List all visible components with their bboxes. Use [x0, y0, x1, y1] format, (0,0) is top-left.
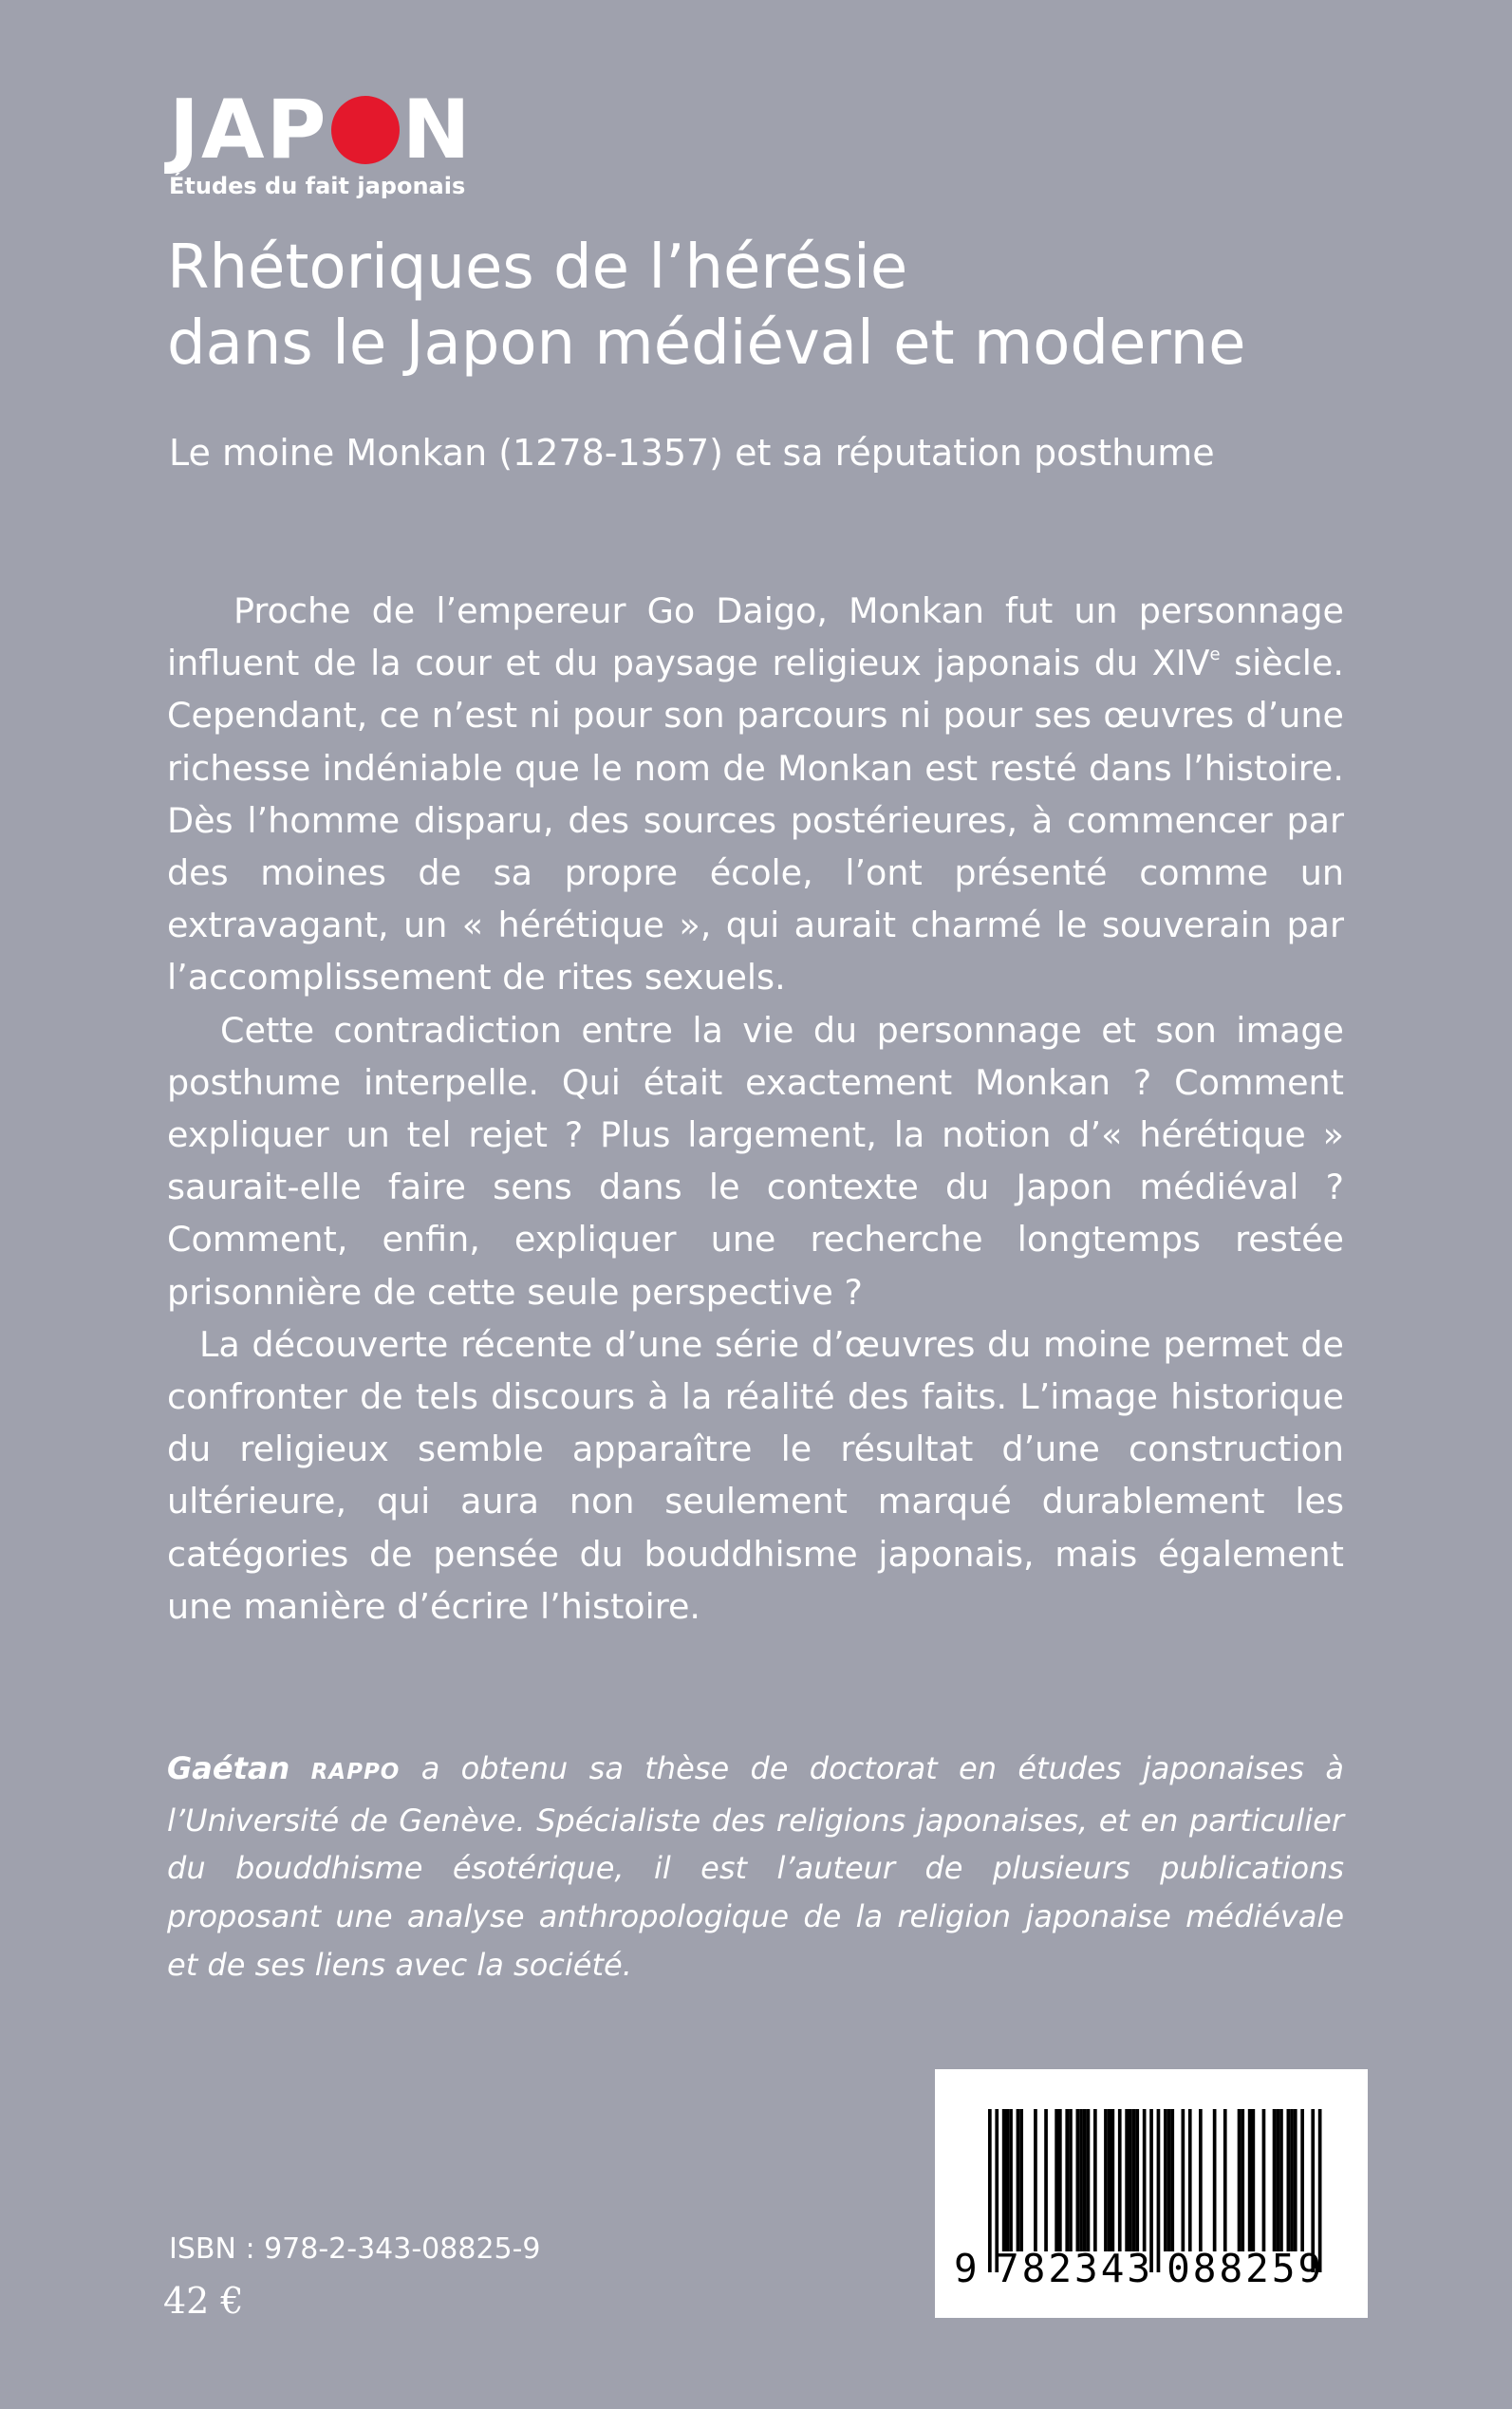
barcode-bar	[1199, 2109, 1203, 2251]
barcode-bar	[1055, 2109, 1058, 2251]
summary-text	[167, 585, 1344, 1633]
summary-paragraph-2: Cette contradiction entre la vie du personnage et son image posthume interpelle. Qui était exactement Monkan ? Comment expliquer un tel rejet ? Plus largement, la notion d’« hérétique » saurait-elle faire sens dans le contexte du Japon médiéval ? Comment, enfin, expliquer une recherche longtemps restée prisonnière de cette seule perspective ?	[167, 1009, 1344, 1313]
barcode-bar	[1083, 2109, 1087, 2251]
barcode-bar	[1287, 2109, 1291, 2251]
author-bio-text: a obtenu sa thèse de doctorat en études japonaises à l’Université de Genève. Spécialiste des religions japonaises, et en particulier du bouddhisme ésotérique, il est l’auteur de plusieurs publications proposant une analyse anthropologique de la religion japonaise médiévale et de ses liens avec la société.	[167, 1750, 1345, 1983]
barcode-bar	[1125, 2109, 1129, 2251]
barcode-bar	[1002, 2109, 1006, 2251]
barcode-bar	[1290, 2109, 1294, 2251]
author-biography-paragraph	[167, 1745, 1344, 1989]
logo-wordmark	[169, 83, 473, 177]
author-last-name: RAPPO	[310, 1760, 401, 1784]
series-tagline: Études du fait japonais	[169, 173, 466, 199]
barcode-first-digit: 9	[954, 2246, 980, 2291]
barcode-bar	[1093, 2109, 1097, 2251]
book-title-line-2: dans le Japon médiéval et moderne	[167, 308, 1246, 379]
barcode-bar	[1223, 2109, 1227, 2251]
barcode-bar	[1273, 2109, 1277, 2251]
century-superscript: e	[1209, 644, 1221, 665]
barcode-bar	[1017, 2109, 1020, 2251]
barcode-bar	[1108, 2109, 1111, 2251]
barcode-bar	[1044, 2109, 1048, 2251]
logo-word-start: JAP	[169, 83, 328, 177]
summary-paragraph-1	[167, 585, 1344, 1004]
barcode-bar	[1076, 2109, 1080, 2251]
barcode-bar	[1167, 2109, 1171, 2251]
barcode-bar	[1262, 2109, 1266, 2251]
barcode-bar	[1300, 2109, 1304, 2251]
barcode-box	[935, 2069, 1368, 2318]
red-sun-dot-icon	[331, 96, 400, 164]
barcode-bar	[1132, 2109, 1136, 2251]
barcode-bar	[1188, 2109, 1192, 2251]
barcode-bar	[1034, 2109, 1037, 2251]
barcode-bar	[1006, 2109, 1010, 2251]
barcode-bar	[1111, 2109, 1115, 2251]
barcode-bar	[1143, 2109, 1147, 2251]
barcode-bar	[1065, 2109, 1069, 2251]
barcode-digits	[954, 2246, 1349, 2291]
barcode-bar	[1213, 2109, 1217, 2251]
price-label: 42 €	[163, 2280, 244, 2322]
author-first-name: Gaétan	[167, 1750, 290, 1786]
barcode-bar	[1248, 2109, 1252, 2251]
barcode-bar	[1164, 2109, 1167, 2251]
summary-paragraph-1-part-a: Proche de l’empereur Go Daigo, Monkan fut un personnage influent de la cour et du paysage religieux japonais du XIV	[167, 590, 1344, 684]
barcode-bar	[1069, 2109, 1073, 2251]
barcode-bar	[1279, 2109, 1283, 2251]
barcode-bar	[1019, 2109, 1023, 2251]
barcode-bar	[1087, 2109, 1091, 2251]
barcode-left-group: 782343	[996, 2246, 1154, 2291]
barcode-bar	[1170, 2109, 1174, 2251]
logo-word-end: N	[401, 83, 473, 177]
barcode-bar	[1118, 2109, 1122, 2251]
barcode-bar	[1241, 2109, 1244, 2251]
barcode-bar	[1182, 2109, 1185, 2251]
author-biography	[167, 1745, 1344, 1989]
barcode-bar	[1238, 2109, 1241, 2251]
barcode-bar	[1104, 2109, 1108, 2251]
barcode-right-group: 088259	[1167, 2246, 1325, 2291]
barcode-bar	[1294, 2109, 1297, 2251]
isbn-number: ISBN : 978-2-343-08825-9	[169, 2232, 541, 2266]
barcode-bar	[1135, 2109, 1139, 2251]
barcode-bar	[1079, 2109, 1083, 2251]
summary-paragraph-3: La découverte récente d’une série d’œuvres du moine permet de confronter de tels discours à la réalité des faits. L’image historique du religieux semble apparaître le résultat d’une construction ultérieure, qui aura non seulement marqué durablement les catégories de pensée du bouddhisme japonais, mais également une manière d’écrire l’histoire.	[167, 1323, 1344, 1627]
publisher-logo	[169, 83, 473, 199]
book-title-line-1: Rhétoriques de l’hérésie	[167, 233, 908, 303]
book-subtitle: Le moine Monkan (1278-1357) et sa réputation posthume	[169, 432, 1215, 474]
barcode-bar	[1058, 2109, 1062, 2251]
barcode-bar	[1276, 2109, 1279, 2251]
barcode-bar	[1129, 2109, 1132, 2251]
barcode-bar	[1252, 2109, 1256, 2251]
summary-paragraph-1-part-b: siècle. Cependant, ce n’est ni pour son parcours ni pour ses œuvres d’une richesse indéniable que le nom de Monkan est resté dans l’histoire. Dès l’homme disparu, des sources postérieures, à commencer par des moines de sa propre école, l’ont présenté comme un extravagant, un « hérétique », qui aurait charmé le souverain par l’accomplissement de rites sexuels.	[167, 643, 1345, 999]
book-title	[167, 230, 1401, 382]
barcode-bar	[1009, 2109, 1013, 2251]
